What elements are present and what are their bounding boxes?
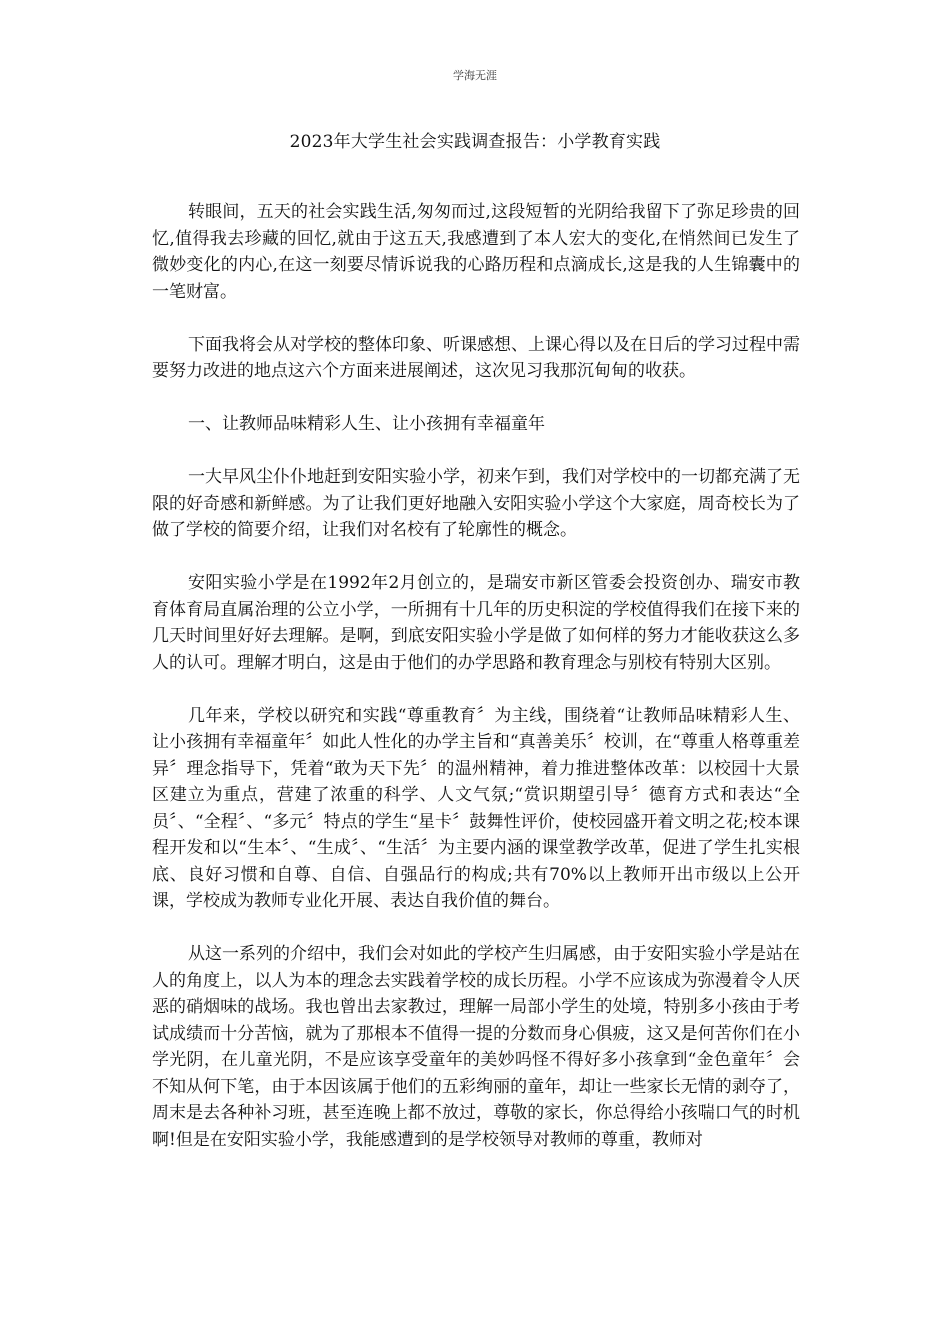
paragraph-school-reform: 几年来，学校以研究和实践“尊重教育〞为主线，围绕着“让教师品味精彩人生、让小孩拥有幸福童年〞如此人性化的办学主旨和“真善美乐〞校训，在“尊重人格尊重差异〞理念指导下，凭着“敢为天下先〞的温州精神，着力推进整体改革：以校园十大景区建立为重点，营建了浓重的科学、人文气氛;“赏识期望引导〞德育方式和表达“全员〞、“全程〞、“多元〞特点的学生“星卡〞鼓舞性评价，使校园盛开着文明之花;校本课程开发和以“生本〞、“生成〞、“生活〞为主要内涵的课堂教学改革，促进了学生扎实根底、良好习惯和自尊、自信、自强品行的构成;共有70%以上教师开出市级以上公开课，学校成为教师专业化开展、表达自我价值的舞台。 (152, 705, 800, 911)
section-heading-1: 一、让教师品味精彩人生、让小孩拥有幸福童年 (188, 414, 545, 434)
paragraph-school-history: 安阳实验小学是在1992年2月创立的，是瑞安市新区管委会投资创办、瑞安市教育体育局直属治理的公立小学，一所拥有十几年的历史积淀的学校值得我们在接下来的几天时间里好好去理解。是啊，到底安阳实验小学是做了如何样的努力才能收获这么多人的认可。理解才明白，这是由于他们的办学思路和教育理念与别校有特别大区别。 (152, 573, 800, 673)
document-body (152, 199, 800, 1180)
paragraph-reflection: 从这一系列的介绍中，我们会对如此的学校产生归属感，由于安阳实验小学是站在人的角度上，以人为本的理念去实践着学校的成长历程。小学不应该成为弥漫着令人厌恶的硝烟味的战场。我也曾出去家教过，理解一局部小学生的处境，特别多小孩由于考试成绩而十分苦恼，就为了那根本不值得一提的分数而身心俱疲，这又是何苦你们在小学光阴，在儿童光阴，不是应该享受童年的美妙吗怪不得好多小孩拿到“金色童年〞会不知从何下笔，由于本因该属于他们的五彩绚丽的童年，却让一些家长无情的剥夺了，周末是去各种补习班，甚至连晚上都不放过，尊敬的家长，你总得给小孩喘口气的时机啊!但是在安阳实验小学，我能感遭到的是学校领导对教师的尊重，教师对 (152, 944, 800, 1150)
paragraph-arrival: 一大早风尘仆仆地赶到安阳实验小学，初来乍到，我们对学校中的一切都充满了无限的好奇感和新鲜感。为了让我们更好地融入安阳实验小学这个大家庭，周奇校长为了做了学校的简要介绍，让我们对名校有了轮廓性的概念。 (152, 467, 800, 540)
document-title: 2023年大学生社会实践调查报告：小学教育实践 (289, 132, 661, 152)
paragraph-intro: 转眼间，五天的社会实践生活,匆匆而过,这段短暂的光阴给我留下了弥足珍贵的回忆,值得我去珍藏的回忆,就由于这五天,我感遭到了本人宏大的变化,在悄然间已发生了微妙变化的内心,在这一刻要尽情诉说我的心路历程和点滴成长,这是我的人生锦囊中的一笔财富。 (152, 202, 800, 302)
page-header: 学海无涯 (453, 69, 497, 82)
paragraph-outline: 下面我将会从对学校的整体印象、听课感想、上课心得以及在日后的学习过程中需要努力改进的地点这六个方面来进展阐述，这次见习我那沉甸甸的收获。 (152, 334, 800, 381)
